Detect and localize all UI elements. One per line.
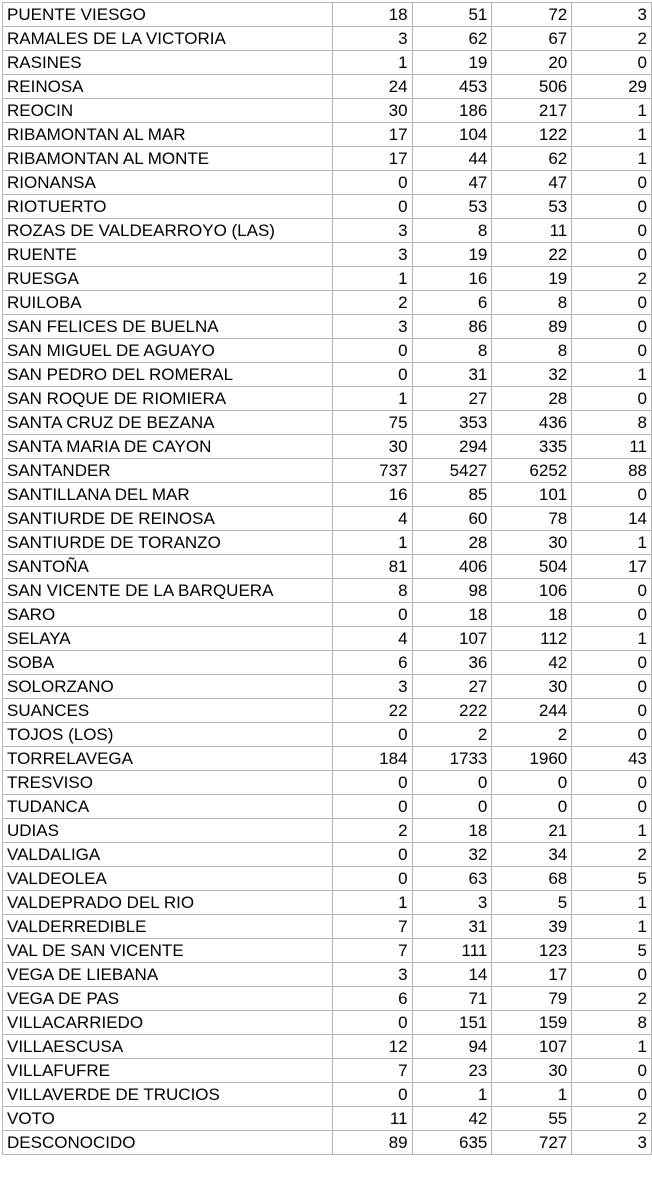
value-cell-2[interactable]: 31 [412, 915, 492, 939]
value-cell-1[interactable]: 0 [332, 603, 412, 627]
value-cell-2[interactable]: 406 [412, 555, 492, 579]
municipality-cell[interactable]: RASINES [3, 51, 333, 75]
value-cell-4[interactable]: 2 [572, 267, 652, 291]
value-cell-3[interactable]: 436 [492, 411, 572, 435]
municipality-cell[interactable]: RIBAMONTAN AL MONTE [3, 147, 333, 171]
value-cell-4[interactable]: 0 [572, 483, 652, 507]
municipality-cell[interactable]: SANTIURDE DE REINOSA [3, 507, 333, 531]
value-cell-2[interactable]: 294 [412, 435, 492, 459]
value-cell-1[interactable]: 81 [332, 555, 412, 579]
value-cell-2[interactable]: 18 [412, 819, 492, 843]
value-cell-3[interactable]: 6252 [492, 459, 572, 483]
value-cell-1[interactable]: 3 [332, 963, 412, 987]
value-cell-2[interactable]: 1 [412, 1083, 492, 1107]
table-row [3, 75, 652, 99]
municipality-cell[interactable]: TUDANCA [3, 795, 333, 819]
value-cell-1[interactable]: 0 [332, 339, 412, 363]
municipality-cell[interactable]: RAMALES DE LA VICTORIA [3, 27, 333, 51]
value-cell-1[interactable]: 22 [332, 699, 412, 723]
value-cell-1[interactable]: 2 [332, 819, 412, 843]
value-cell-4[interactable]: 0 [572, 315, 652, 339]
table-row [3, 123, 652, 147]
value-cell-3[interactable]: 1 [492, 1083, 572, 1107]
municipality-cell[interactable]: VEGA DE LIEBANA [3, 963, 333, 987]
value-cell-1[interactable]: 6 [332, 987, 412, 1011]
value-cell-3[interactable]: 123 [492, 939, 572, 963]
value-cell-2[interactable]: 8 [412, 339, 492, 363]
table-row [3, 603, 652, 627]
municipality-cell[interactable]: VAL DE SAN VICENTE [3, 939, 333, 963]
value-cell-2[interactable]: 53 [412, 195, 492, 219]
table-row [3, 987, 652, 1011]
table-row [3, 531, 652, 555]
value-cell-3[interactable]: 506 [492, 75, 572, 99]
value-cell-2[interactable]: 85 [412, 483, 492, 507]
value-cell-4[interactable]: 8 [572, 1011, 652, 1035]
municipality-cell[interactable]: RIBAMONTAN AL MAR [3, 123, 333, 147]
municipality-cell[interactable]: SANTIURDE DE TORANZO [3, 531, 333, 555]
value-cell-2[interactable]: 19 [412, 51, 492, 75]
value-cell-4[interactable]: 2 [572, 987, 652, 1011]
value-cell-3[interactable]: 22 [492, 243, 572, 267]
table-row [3, 507, 652, 531]
municipality-cell[interactable]: SAN PEDRO DEL ROMERAL [3, 363, 333, 387]
value-cell-1[interactable]: 0 [332, 1011, 412, 1035]
value-cell-3[interactable]: 159 [492, 1011, 572, 1035]
value-cell-3[interactable]: 42 [492, 651, 572, 675]
table-row [3, 939, 652, 963]
value-cell-3[interactable]: 39 [492, 915, 572, 939]
value-cell-3[interactable]: 101 [492, 483, 572, 507]
municipality-cell[interactable]: REINOSA [3, 75, 333, 99]
table-row [3, 867, 652, 891]
value-cell-2[interactable]: 1733 [412, 747, 492, 771]
value-cell-4[interactable]: 11 [572, 435, 652, 459]
table-row [3, 411, 652, 435]
value-cell-2[interactable]: 353 [412, 411, 492, 435]
value-cell-4[interactable]: 1 [572, 891, 652, 915]
value-cell-2[interactable]: 27 [412, 675, 492, 699]
value-cell-4[interactable]: 0 [572, 963, 652, 987]
municipality-cell[interactable]: REOCIN [3, 99, 333, 123]
value-cell-4[interactable]: 0 [572, 723, 652, 747]
table-row [3, 267, 652, 291]
value-cell-2[interactable]: 71 [412, 987, 492, 1011]
municipality-cell[interactable]: SOLORZANO [3, 675, 333, 699]
value-cell-4[interactable]: 1 [572, 99, 652, 123]
value-cell-1[interactable]: 12 [332, 1035, 412, 1059]
value-cell-2[interactable]: 47 [412, 171, 492, 195]
table-row [3, 27, 652, 51]
value-cell-2[interactable]: 186 [412, 99, 492, 123]
municipality-cell[interactable]: SOBA [3, 651, 333, 675]
table-row [3, 51, 652, 75]
municipality-cell[interactable]: TRESVISO [3, 771, 333, 795]
municipality-cell[interactable]: SAN FELICES DE BUELNA [3, 315, 333, 339]
table-row [3, 483, 652, 507]
municipality-cell[interactable]: RUILOBA [3, 291, 333, 315]
value-cell-4[interactable]: 1 [572, 147, 652, 171]
value-cell-1[interactable]: 3 [332, 315, 412, 339]
value-cell-3[interactable]: 18 [492, 603, 572, 627]
table-row [3, 579, 652, 603]
value-cell-2[interactable]: 44 [412, 147, 492, 171]
municipality-cell[interactable]: TORRELAVEGA [3, 747, 333, 771]
municipality-cell[interactable]: RIONANSA [3, 171, 333, 195]
value-cell-3[interactable]: 30 [492, 1059, 572, 1083]
value-cell-3[interactable]: 30 [492, 531, 572, 555]
value-cell-4[interactable]: 0 [572, 51, 652, 75]
value-cell-3[interactable]: 62 [492, 147, 572, 171]
value-cell-4[interactable]: 29 [572, 75, 652, 99]
value-cell-4[interactable]: 8 [572, 411, 652, 435]
value-cell-4[interactable]: 1 [572, 915, 652, 939]
value-cell-4[interactable]: 0 [572, 1059, 652, 1083]
value-cell-3[interactable]: 727 [492, 1131, 572, 1155]
table-row [3, 795, 652, 819]
value-cell-2[interactable]: 5427 [412, 459, 492, 483]
table-row [3, 459, 652, 483]
table-row [3, 195, 652, 219]
value-cell-3[interactable]: 335 [492, 435, 572, 459]
table-row [3, 99, 652, 123]
value-cell-1[interactable]: 0 [332, 771, 412, 795]
table-row [3, 387, 652, 411]
municipality-cell[interactable]: RIOTUERTO [3, 195, 333, 219]
table-row [3, 171, 652, 195]
value-cell-2[interactable]: 98 [412, 579, 492, 603]
value-cell-4[interactable]: 1 [572, 1035, 652, 1059]
municipality-cell[interactable]: SANTA MARIA DE CAYON [3, 435, 333, 459]
municipality-cell[interactable]: VILLACARRIEDO [3, 1011, 333, 1035]
table-row [3, 675, 652, 699]
table-row [3, 219, 652, 243]
value-cell-1[interactable]: 0 [332, 195, 412, 219]
value-cell-3[interactable]: 17 [492, 963, 572, 987]
value-cell-3[interactable]: 106 [492, 579, 572, 603]
value-cell-3[interactable]: 5 [492, 891, 572, 915]
value-cell-3[interactable]: 0 [492, 795, 572, 819]
value-cell-4[interactable]: 0 [572, 195, 652, 219]
municipality-cell[interactable]: VILLAVERDE DE TRUCIOS [3, 1083, 333, 1107]
value-cell-3[interactable]: 79 [492, 987, 572, 1011]
value-cell-2[interactable]: 16 [412, 267, 492, 291]
value-cell-3[interactable]: 107 [492, 1035, 572, 1059]
table-row [3, 963, 652, 987]
table-row [3, 843, 652, 867]
value-cell-4[interactable]: 3 [572, 1131, 652, 1155]
table-row [3, 315, 652, 339]
table-row [3, 339, 652, 363]
municipality-cell[interactable]: VEGA DE PAS [3, 987, 333, 1011]
value-cell-2[interactable]: 28 [412, 531, 492, 555]
value-cell-2[interactable]: 51 [412, 3, 492, 27]
municipality-cell[interactable]: SANTOÑA [3, 555, 333, 579]
value-cell-2[interactable]: 0 [412, 795, 492, 819]
value-cell-1[interactable]: 3 [332, 675, 412, 699]
value-cell-3[interactable]: 19 [492, 267, 572, 291]
value-cell-3[interactable]: 47 [492, 171, 572, 195]
table-row [3, 915, 652, 939]
municipality-cell[interactable]: SANTANDER [3, 459, 333, 483]
value-cell-1[interactable]: 8 [332, 579, 412, 603]
value-cell-1[interactable]: 1 [332, 387, 412, 411]
value-cell-2[interactable]: 63 [412, 867, 492, 891]
municipality-cell[interactable]: ROZAS DE VALDEARROYO (LAS) [3, 219, 333, 243]
value-cell-3[interactable]: 30 [492, 675, 572, 699]
municipality-cell[interactable]: SUANCES [3, 699, 333, 723]
value-cell-4[interactable]: 0 [572, 675, 652, 699]
table-row [3, 627, 652, 651]
table-row [3, 1011, 652, 1035]
table-row [3, 651, 652, 675]
value-cell-3[interactable]: 244 [492, 699, 572, 723]
table-row [3, 147, 652, 171]
value-cell-1[interactable]: 1 [332, 267, 412, 291]
value-cell-2[interactable]: 635 [412, 1131, 492, 1155]
table-row [3, 3, 652, 27]
value-cell-3[interactable]: 20 [492, 51, 572, 75]
value-cell-2[interactable]: 0 [412, 771, 492, 795]
value-cell-1[interactable]: 6 [332, 651, 412, 675]
value-cell-2[interactable]: 36 [412, 651, 492, 675]
value-cell-3[interactable]: 68 [492, 867, 572, 891]
value-cell-3[interactable]: 0 [492, 771, 572, 795]
value-cell-3[interactable]: 67 [492, 27, 572, 51]
value-cell-4[interactable]: 2 [572, 1107, 652, 1131]
value-cell-3[interactable]: 53 [492, 195, 572, 219]
value-cell-1[interactable]: 2 [332, 291, 412, 315]
value-cell-2[interactable]: 27 [412, 387, 492, 411]
value-cell-4[interactable]: 0 [572, 171, 652, 195]
value-cell-1[interactable]: 4 [332, 507, 412, 531]
value-cell-1[interactable]: 16 [332, 483, 412, 507]
municipality-cell[interactable]: SELAYA [3, 627, 333, 651]
value-cell-4[interactable]: 1 [572, 819, 652, 843]
table-row [3, 291, 652, 315]
table-row [3, 723, 652, 747]
value-cell-3[interactable]: 112 [492, 627, 572, 651]
value-cell-3[interactable]: 28 [492, 387, 572, 411]
municipality-cell[interactable]: VALDEOLEA [3, 867, 333, 891]
value-cell-3[interactable]: 72 [492, 3, 572, 27]
municipality-cell[interactable]: SARO [3, 603, 333, 627]
value-cell-1[interactable]: 7 [332, 915, 412, 939]
value-cell-4[interactable]: 0 [572, 795, 652, 819]
value-cell-1[interactable]: 0 [332, 867, 412, 891]
value-cell-1[interactable]: 75 [332, 411, 412, 435]
table-row [3, 747, 652, 771]
value-cell-3[interactable]: 89 [492, 315, 572, 339]
table-row [3, 555, 652, 579]
value-cell-4[interactable]: 0 [572, 387, 652, 411]
table-row [3, 243, 652, 267]
table-body [3, 3, 652, 1155]
value-cell-1[interactable]: 7 [332, 1059, 412, 1083]
value-cell-1[interactable]: 1 [332, 51, 412, 75]
value-cell-2[interactable]: 111 [412, 939, 492, 963]
value-cell-1[interactable]: 0 [332, 843, 412, 867]
municipality-cell[interactable]: SAN ROQUE DE RIOMIERA [3, 387, 333, 411]
value-cell-3[interactable]: 8 [492, 291, 572, 315]
value-cell-1[interactable]: 17 [332, 147, 412, 171]
municipality-cell[interactable]: UDIAS [3, 819, 333, 843]
value-cell-4[interactable]: 1 [572, 531, 652, 555]
table-row [3, 1083, 652, 1107]
spreadsheet-table [2, 2, 652, 1155]
value-cell-2[interactable]: 107 [412, 627, 492, 651]
value-cell-2[interactable]: 18 [412, 603, 492, 627]
municipality-cell[interactable]: RUENTE [3, 243, 333, 267]
value-cell-1[interactable]: 7 [332, 939, 412, 963]
value-cell-3[interactable]: 11 [492, 219, 572, 243]
value-cell-2[interactable]: 42 [412, 1107, 492, 1131]
table-row [3, 819, 652, 843]
value-cell-4[interactable]: 43 [572, 747, 652, 771]
table-row [3, 699, 652, 723]
municipality-cell[interactable]: VALDEPRADO DEL RIO [3, 891, 333, 915]
value-cell-2[interactable]: 453 [412, 75, 492, 99]
table-row [3, 891, 652, 915]
value-cell-3[interactable]: 8 [492, 339, 572, 363]
municipality-cell[interactable]: VILLAFUFRE [3, 1059, 333, 1083]
value-cell-2[interactable]: 23 [412, 1059, 492, 1083]
table-row [3, 435, 652, 459]
table-row [3, 1035, 652, 1059]
table-row [3, 363, 652, 387]
table-row [3, 1059, 652, 1083]
value-cell-2[interactable]: 222 [412, 699, 492, 723]
value-cell-3[interactable]: 32 [492, 363, 572, 387]
value-cell-4[interactable]: 17 [572, 555, 652, 579]
value-cell-2[interactable]: 86 [412, 315, 492, 339]
value-cell-3[interactable]: 217 [492, 99, 572, 123]
municipality-cell[interactable]: SAN MIGUEL DE AGUAYO [3, 339, 333, 363]
value-cell-4[interactable]: 88 [572, 459, 652, 483]
value-cell-1[interactable]: 1 [332, 531, 412, 555]
value-cell-4[interactable]: 0 [572, 603, 652, 627]
value-cell-4[interactable]: 1 [572, 627, 652, 651]
value-cell-1[interactable]: 0 [332, 1083, 412, 1107]
value-cell-4[interactable]: 0 [572, 243, 652, 267]
value-cell-1[interactable]: 184 [332, 747, 412, 771]
table-row [3, 1107, 652, 1131]
value-cell-2[interactable]: 32 [412, 843, 492, 867]
value-cell-2[interactable]: 151 [412, 1011, 492, 1035]
value-cell-1[interactable]: 3 [332, 27, 412, 51]
value-cell-1[interactable]: 0 [332, 795, 412, 819]
value-cell-3[interactable]: 21 [492, 819, 572, 843]
value-cell-1[interactable]: 30 [332, 435, 412, 459]
value-cell-4[interactable]: 0 [572, 219, 652, 243]
municipality-cell[interactable]: SANTA CRUZ DE BEZANA [3, 411, 333, 435]
value-cell-4[interactable]: 2 [572, 27, 652, 51]
value-cell-4[interactable]: 0 [572, 291, 652, 315]
value-cell-1[interactable]: 737 [332, 459, 412, 483]
value-cell-2[interactable]: 60 [412, 507, 492, 531]
value-cell-4[interactable]: 0 [572, 651, 652, 675]
value-cell-2[interactable]: 6 [412, 291, 492, 315]
value-cell-2[interactable]: 94 [412, 1035, 492, 1059]
value-cell-3[interactable]: 504 [492, 555, 572, 579]
value-cell-1[interactable]: 11 [332, 1107, 412, 1131]
value-cell-4[interactable]: 1 [572, 363, 652, 387]
value-cell-4[interactable]: 3 [572, 3, 652, 27]
value-cell-4[interactable]: 14 [572, 507, 652, 531]
value-cell-4[interactable]: 0 [572, 771, 652, 795]
value-cell-3[interactable]: 122 [492, 123, 572, 147]
value-cell-1[interactable]: 89 [332, 1131, 412, 1155]
value-cell-2[interactable]: 14 [412, 963, 492, 987]
value-cell-1[interactable]: 4 [332, 627, 412, 651]
value-cell-4[interactable]: 5 [572, 867, 652, 891]
value-cell-1[interactable]: 0 [332, 171, 412, 195]
value-cell-3[interactable]: 55 [492, 1107, 572, 1131]
value-cell-3[interactable]: 1960 [492, 747, 572, 771]
value-cell-4[interactable]: 2 [572, 843, 652, 867]
value-cell-3[interactable]: 78 [492, 507, 572, 531]
municipality-cell[interactable]: RUESGA [3, 267, 333, 291]
value-cell-1[interactable]: 3 [332, 219, 412, 243]
value-cell-2[interactable]: 3 [412, 891, 492, 915]
table-row [3, 1131, 652, 1155]
value-cell-3[interactable]: 2 [492, 723, 572, 747]
value-cell-4[interactable]: 5 [572, 939, 652, 963]
value-cell-1[interactable]: 30 [332, 99, 412, 123]
municipality-cell[interactable]: SANTILLANA DEL MAR [3, 483, 333, 507]
municipality-cell[interactable]: DESCONOCIDO [3, 1131, 333, 1155]
municipality-cell[interactable]: VILLAESCUSA [3, 1035, 333, 1059]
value-cell-1[interactable]: 1 [332, 891, 412, 915]
municipality-cell[interactable]: SAN VICENTE DE LA BARQUERA [3, 579, 333, 603]
municipality-cell[interactable]: PUENTE VIESGO [3, 3, 333, 27]
value-cell-1[interactable]: 0 [332, 363, 412, 387]
value-cell-4[interactable]: 0 [572, 579, 652, 603]
municipality-cell[interactable]: VALDERREDIBLE [3, 915, 333, 939]
value-cell-2[interactable]: 19 [412, 243, 492, 267]
value-cell-2[interactable]: 104 [412, 123, 492, 147]
value-cell-4[interactable]: 0 [572, 1083, 652, 1107]
municipality-cell[interactable]: VOTO [3, 1107, 333, 1131]
value-cell-4[interactable]: 0 [572, 699, 652, 723]
municipality-cell[interactable]: TOJOS (LOS) [3, 723, 333, 747]
municipality-cell[interactable]: VALDALIGA [3, 843, 333, 867]
value-cell-1[interactable]: 0 [332, 723, 412, 747]
value-cell-4[interactable]: 0 [572, 339, 652, 363]
value-cell-3[interactable]: 34 [492, 843, 572, 867]
value-cell-2[interactable]: 2 [412, 723, 492, 747]
table-row [3, 771, 652, 795]
value-cell-2[interactable]: 31 [412, 363, 492, 387]
value-cell-1[interactable]: 17 [332, 123, 412, 147]
value-cell-2[interactable]: 8 [412, 219, 492, 243]
value-cell-2[interactable]: 62 [412, 27, 492, 51]
value-cell-1[interactable]: 18 [332, 3, 412, 27]
value-cell-1[interactable]: 24 [332, 75, 412, 99]
value-cell-1[interactable]: 3 [332, 243, 412, 267]
value-cell-4[interactable]: 1 [572, 123, 652, 147]
